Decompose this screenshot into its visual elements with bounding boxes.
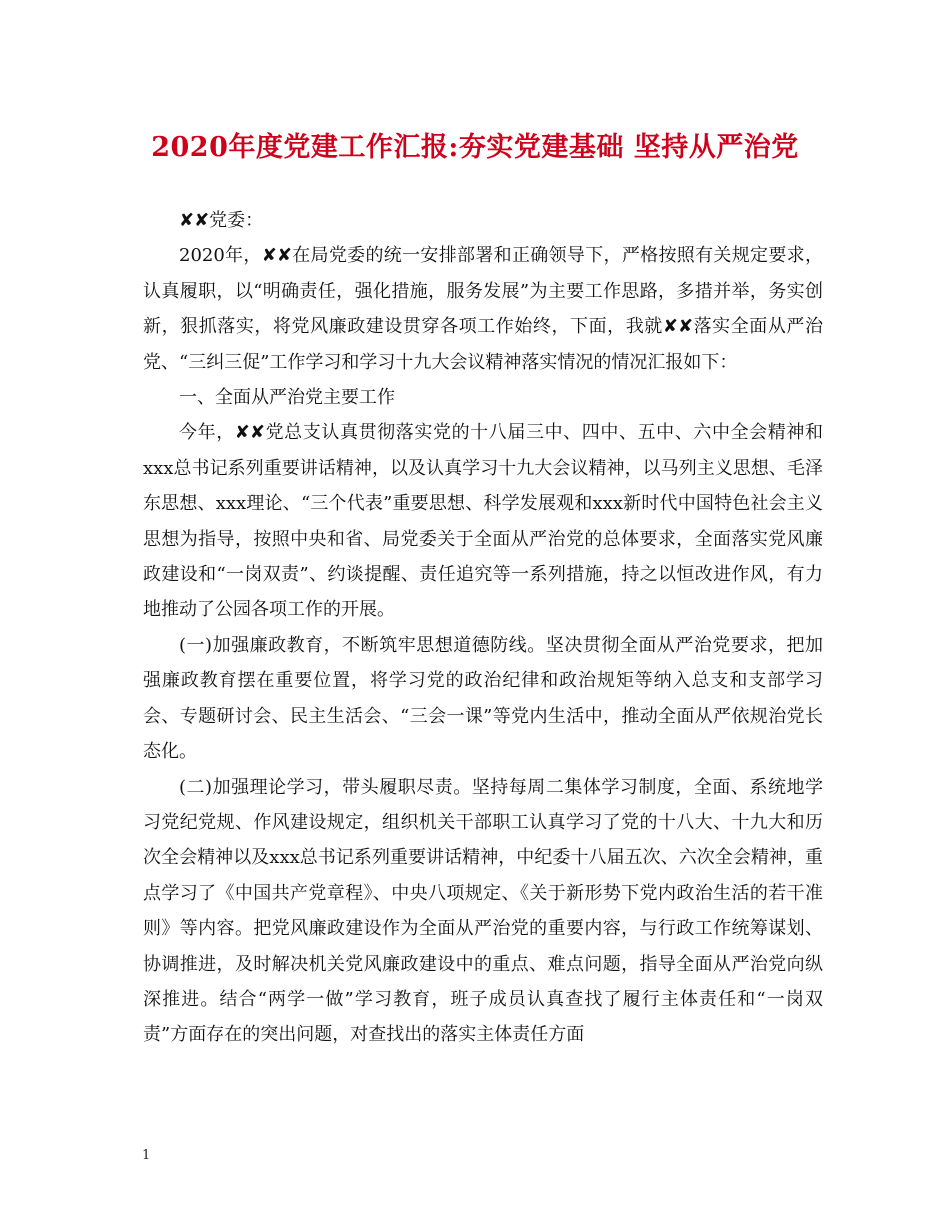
document-title: 2020年度党建工作汇报:夯实党建基础 坚持从严治党 [151, 132, 799, 163]
document-body [143, 203, 823, 1053]
page-number: 1 [142, 1148, 151, 1163]
paragraph-intro: 2020年，✘✘在局党委的统一安排部署和正确领导下，严格按照有关规定要求，认真履职，以“明确责任，强化措施，服务发展”为主要工作思路，多措并举，务实创新，狠抓落实，将党风廉政建设贯穿各项工作始终，下面，我就✘✘落实全面从严治党、“三纠三促”工作学习和学习十九大会议精神落实情况的情况汇报如下： [143, 245, 823, 373]
salutation: ✘✘党委： [179, 210, 264, 231]
paragraph-3: (二)加强理论学习，带头履职尽责。坚持每周二集体学习制度，全面、系统地学习党纪党规、作风建设规定，组织机关干部职工认真学习了党的十八大、十九大和历次全会精神以及xxx总书记系列重要讲话精神，中纪委十八届五次、六次全会精神，重点学习了《中国共产党章程》、中央八项规定、《关于新形势下党内政治生活的若干准则》等内容。把党风廉政建设作为全面从严治党的重要内容，与行政工作统筹谋划、协调推进，及时解决机关党风廉政建设中的重点、难点问题，指导全面从严治党向纵深推进。结合“两学一做”学习教育，班子成员认真查找了履行主体责任和“一岗双责”方面存在的突出问题，对查找出的落实主体责任方面 [143, 776, 823, 1046]
paragraph-2: (一)加强廉政教育，不断筑牢思想道德防线。坚决贯彻全面从严治党要求，把加强廉政教育摆在重要位置，将学习党的政治纪律和政治规矩等纳入总支和支部学习会、专题研讨会、民主生活会、“三会一课”等党内生活中，推动全面从严依规治党长态化。 [143, 634, 823, 763]
paragraph-1: 今年，✘✘党总支认真贯彻落实党的十八届三中、四中、五中、六中全会精神和xxx总书记系列重要讲话精神，以及认真学习十九大会议精神，以马列主义思想、毛泽东思想、xxx理论、“三个代表”重要思想、科学发展观和xxx新时代中国特色社会主义思想为指导，按照中央和省、局党委关于全面从严治党的总体要求，全面落实党风廉政建设和“一岗双责”、约谈提醒、责任追究等一系列措施，持之以恒改进作风，有力地推动了公园各项工作的开展。 [143, 422, 823, 621]
section-heading-1: 一、全面从严治党主要工作 [179, 387, 395, 409]
